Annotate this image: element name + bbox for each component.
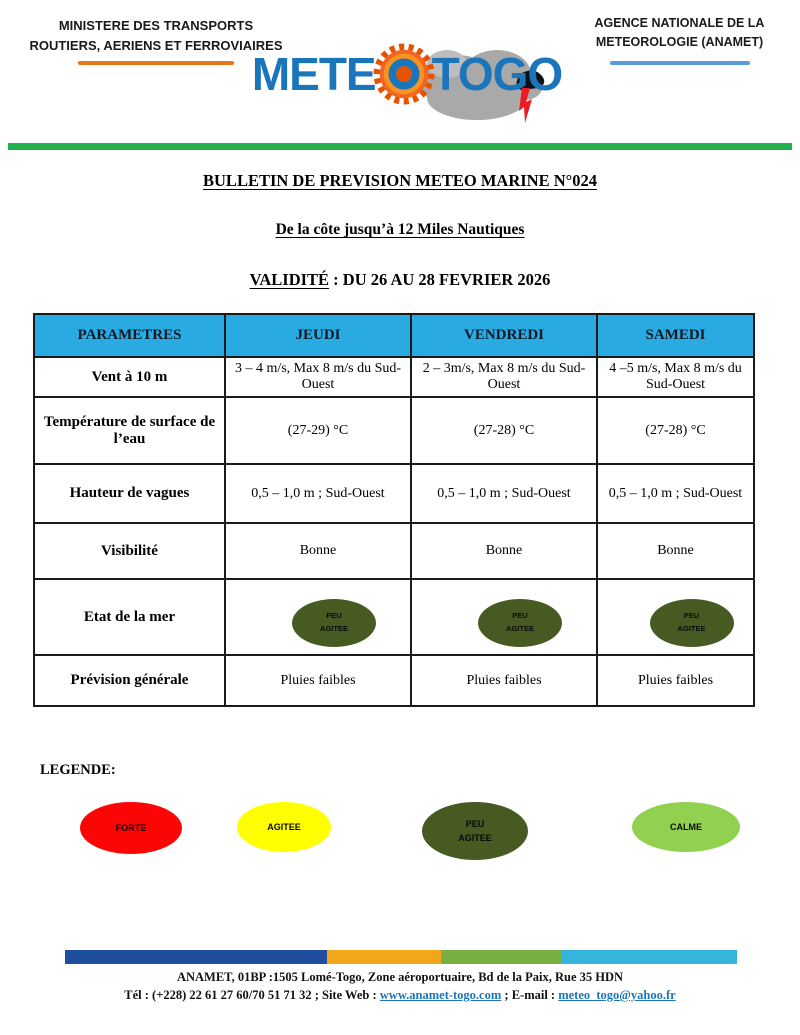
legend-badge-agitee [237,802,331,852]
sea-state-line1: PEU [326,611,342,621]
footer-address: ANAMET, 01BP :1505 Lomé-Togo, Zone aéroportuaire, Bd de la Paix, Rue 35 HDN [176,970,624,984]
sea-state-badge [650,599,734,647]
legend-badge-peu-agitee [422,802,528,860]
logo-word-togo: TOGO [431,47,563,100]
vagues-vendredi: 0,5 – 1,0 m ; Sud-Ouest [411,464,597,523]
ministry-line1: MINISTERE DES TRANSPORTS [58,18,254,33]
sea-state-icon [400,786,550,876]
ministry-underline [78,61,234,65]
agency-block [572,14,787,65]
param-temperature: Température de surface de l’eau [34,397,225,464]
table-row-vagues [34,464,754,523]
website-link[interactable]: www.anamet-togo.com [379,988,502,1003]
sea-state-line1: PEU [683,611,700,621]
col-header-samedi: SAMEDI [597,314,754,357]
etat-mer-jeudi [225,579,411,655]
vent-vendredi: 2 – 3m/s, Max 8 m/s du Sud-Ouest [411,357,597,397]
sea-state-icon [446,585,562,649]
forecast-table [33,313,755,707]
col-header-vendredi: VENDREDI [411,314,597,357]
table-row-prevision [34,655,754,706]
temp-jeudi: (27-29) °C [225,397,411,464]
page-subtitle [0,221,800,239]
sea-state-line2: AGITEE [320,624,348,633]
table-row-etat-mer [34,579,754,655]
footer-separator: ; E-mail : [501,988,559,1003]
footer-bar-blue [65,950,327,964]
legend-item-agitee [213,786,353,876]
sun-gear-icon [373,43,435,105]
validity-label: VALIDITÉ [249,270,330,289]
legend-item-peu-agitee [400,786,550,876]
vagues-samedi: 0,5 – 1,0 m ; Sud-Ouest [597,464,754,523]
table-row-visibilite [34,523,754,579]
legend-item-forte [60,786,210,876]
footer-color-bar [65,950,737,964]
legend-label: FORTE [115,822,147,833]
legend-title: LEGENDE: [40,762,116,778]
subtitle-text: De la côte jusqu’à 12 Miles Nautiques [275,221,525,238]
sea-state-icon [60,786,210,876]
green-divider [8,143,792,150]
sea-state-line1: PEU [512,611,528,621]
legend-label: AGITEE [458,833,492,843]
etat-mer-vendredi [411,579,597,655]
prevision-vendredi: Pluies faibles [411,655,597,706]
footer-contact [0,968,800,1004]
param-prevision: Prévision générale [34,655,225,706]
ministry-block [22,16,290,65]
legend-badge-calme [632,802,740,852]
legend-item-calme [608,786,758,876]
param-etat-mer: Etat de la mer [34,579,225,655]
logo-word-mete: METE [251,47,376,100]
visibilite-samedi: Bonne [597,523,754,579]
table-row-vent [34,357,754,397]
validity-line [0,270,800,290]
etat-mer-samedi [597,579,754,655]
footer-bar-orange [327,950,441,964]
table-header-row [34,314,754,357]
agency-line2: METEOROLOGIE (ANAMET) [595,35,764,50]
footer-contact-line [0,986,800,1004]
agency-line1: AGENCE NATIONALE DE LA [594,16,765,30]
bulletin-title-text: BULLETIN DE PREVISION METEO MARINE N°024 [203,171,597,190]
legend-label: AGITEE [267,821,301,832]
param-vent: Vent à 10 m [34,357,225,397]
page-title [0,171,800,191]
temp-vendredi: (27-28) °C [411,397,597,464]
col-header-parametres: PARAMETRES [34,314,225,357]
sea-state-line2: AGITEE [677,624,706,633]
agency-underline [610,61,750,65]
sea-state-badge [478,599,562,647]
meteo-togo-logo [252,26,562,121]
sea-state-icon [608,786,758,876]
visibilite-vendredi: Bonne [411,523,597,579]
email-link[interactable]: meteo_togo@yahoo.fr [558,988,676,1003]
param-visibilite: Visibilité [34,523,225,579]
sea-state-icon [213,786,353,876]
sea-state-badge [292,599,376,647]
ministry-line2: ROUTIERS, AERIENS ET FERROVIAIRES [29,37,283,53]
legend-label: CALME [670,821,702,832]
footer-phone: Tél : (+228) 22 61 27 60/70 51 71 32 ; Site Web : [124,988,380,1003]
legend-badge-forte [80,802,182,854]
vent-jeudi: 3 – 4 m/s, Max 8 m/s du Sud-Ouest [225,357,411,397]
prevision-samedi: Pluies faibles [597,655,754,706]
footer-bar-green [441,950,562,964]
sea-state-icon [260,585,376,649]
col-header-jeudi: JEUDI [225,314,411,357]
prevision-jeudi: Pluies faibles [225,655,411,706]
sea-state-icon [618,585,734,649]
vagues-jeudi: 0,5 – 1,0 m ; Sud-Ouest [225,464,411,523]
table-row-temperature [34,397,754,464]
temp-samedi: (27-28) °C [597,397,754,464]
visibilite-jeudi: Bonne [225,523,411,579]
sea-state-line2: AGITEE [506,624,534,633]
legend-label: PEU [465,818,485,829]
footer-bar-lightblue [562,950,737,964]
param-vagues: Hauteur de vagues [34,464,225,523]
validity-value: : DU 26 AU 28 FEVRIER 2026 [329,270,551,289]
vent-samedi: 4 –5 m/s, Max 8 m/s du Sud-Ouest [597,357,754,397]
